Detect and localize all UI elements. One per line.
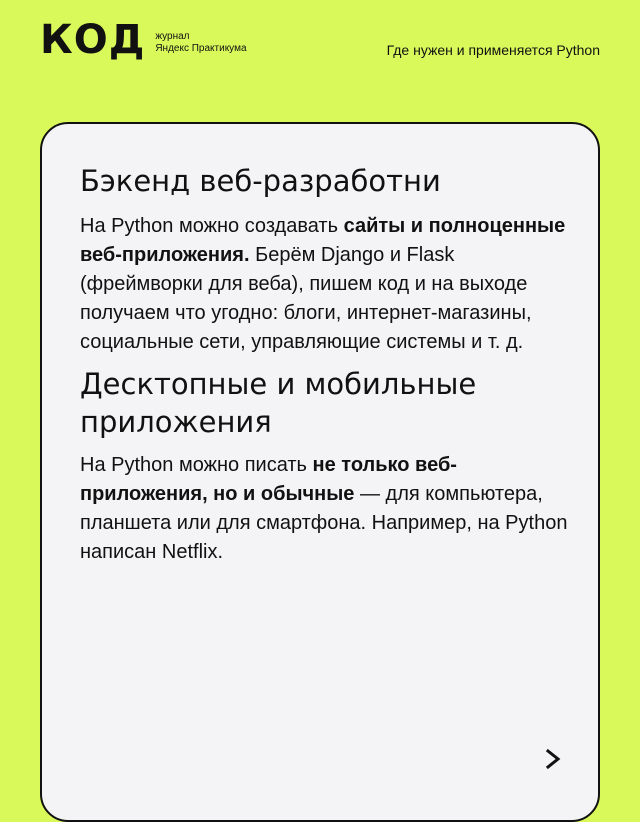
- chevron-right-icon[interactable]: [542, 748, 564, 770]
- section-title-backend: Бэкенд веб-разработни: [80, 164, 441, 198]
- logo-mark: КОД: [40, 17, 146, 63]
- body-text: Берём Django и Flask (фреймворки для веба), пишем код и на выходе получаем что угодно: блоги, интернет-магазины, социальные сети, управляющие системы и т. д.: [80, 244, 532, 353]
- logo-subtitle-line1: журнал: [155, 31, 190, 42]
- section-body-apps: [80, 451, 570, 567]
- body-text: На Python можно создавать: [80, 215, 344, 237]
- logo-subtitle: [155, 31, 246, 55]
- header-title: Где нужен и применяется Python: [386, 42, 600, 58]
- body-text: — для компьютера, планшета или для смартфона. Например, на Python написан Netflix.: [80, 483, 568, 563]
- card-content: [80, 162, 570, 567]
- body-text-bold: сайты и полноценные веб-приложения.: [80, 215, 566, 266]
- logo-subtitle-line2: Яндекс Практикума: [155, 43, 247, 54]
- body-text-bold: не только веб-приложения, но и обычные: [80, 454, 457, 505]
- section-body-backend: [80, 212, 570, 357]
- section-title-apps: Десктопные и мобильные приложения: [80, 367, 477, 439]
- content-card: [40, 122, 600, 822]
- body-text: На Python можно писать: [80, 454, 313, 476]
- brand-logo: [40, 17, 247, 63]
